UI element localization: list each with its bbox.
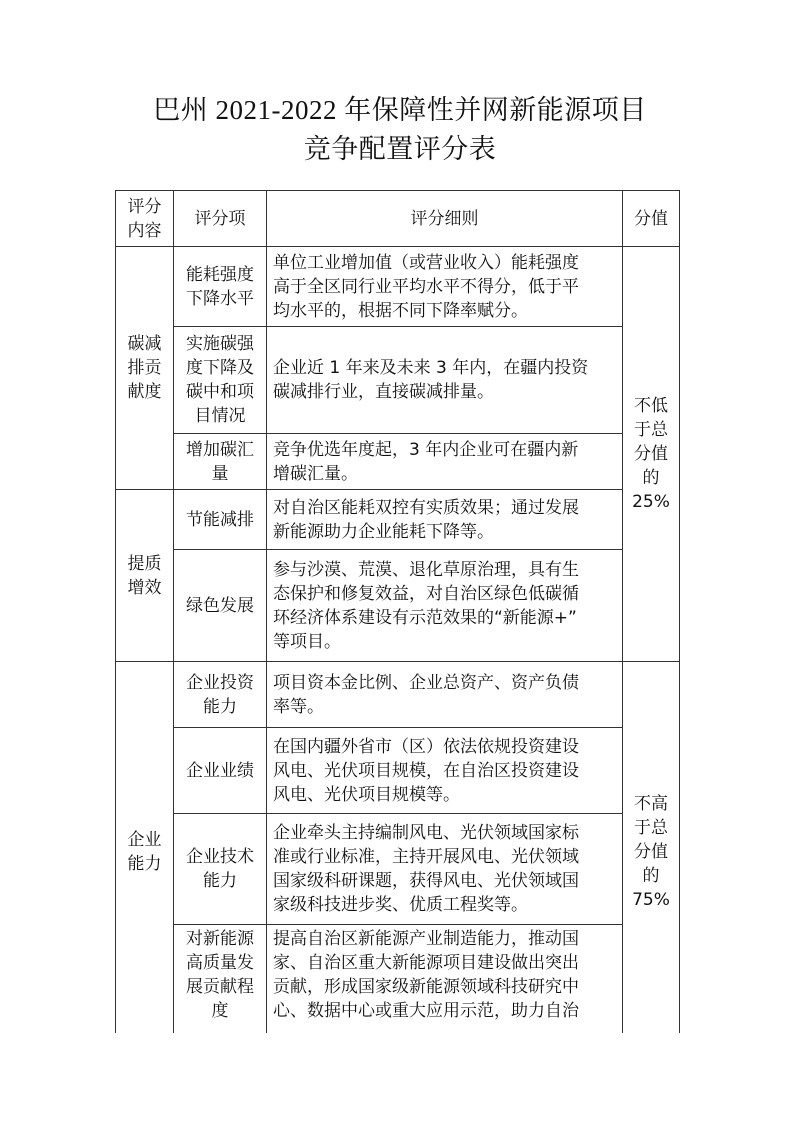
table-row-detail: 企业牵头主持编制风电、光伏领域国家标 准或行业标准，主持开展风电、光伏领域 国家级科研课题，获得风电、光伏领域国 家级科技进步奖、优质工程奖等。 (267, 814, 623, 925)
table-row-item: 能耗强度 下降水平 (174, 247, 267, 327)
table-row-item: 企业投资 能力 (174, 662, 267, 728)
table-row-item: 绿色发展 (174, 550, 267, 662)
table-row-detail: 在国内疆外省市（区）依法依规投资建设 风电、光伏项目规模，在自治区投资建设 风电、光伏项目规模等。 (267, 728, 623, 814)
document-title-line2: 竞争配置评分表 (303, 134, 497, 164)
score-lower: 不高 于总 分值 的 75% (623, 662, 680, 1033)
header-item: 评分项 (174, 191, 267, 247)
table-row-item: 节能减排 (174, 490, 267, 550)
table-row-detail: 竞争优选年度起，3 年内企业可在疆内新 增碳汇量。 (267, 434, 623, 490)
header-detail: 评分细则 (267, 191, 623, 247)
table-row-item: 企业业绩 (174, 728, 267, 814)
group-carbon: 碳减 排贡 献度 (116, 247, 174, 490)
group-capability: 企业 能力 (116, 662, 174, 1033)
header-content: 评分 内容 (116, 191, 174, 247)
table-row-detail: 提高自治区新能源产业制造能力，推动国 家、自治区重大新能源项目建设做出突出 贡献，形成国家级新能源领域科技研究中 心、数据中心或重大应用示范，助力自治 (267, 925, 623, 1033)
table-row-detail: 对自治区能耗双控有实质效果；通过发展 新能源助力企业能耗下降等。 (267, 490, 623, 550)
group-quality: 提质 增效 (116, 490, 174, 662)
table-row-detail: 单位工业增加值（或营业收入）能耗强度 高于全区同行业平均水平不得分，低于平 均水平的，根据不同下降率赋分。 (267, 247, 623, 327)
table-row-item: 实施碳强 度下降及 碳中和项 目情况 (174, 327, 267, 434)
score-upper: 不低 于总 分值 的 25% (623, 247, 680, 662)
table-row-detail: 参与沙漠、荒漠、退化草原治理，具有生 态保护和修复效益，对自治区绿色低碳循 环经济体系建设有示范效果的“新能源+” 等项目。 (267, 550, 623, 662)
document-title-line1: 巴州 2021-2022 年保障性并网新能源项目 (153, 95, 647, 125)
scoring-table (115, 190, 680, 1033)
table-row-item: 对新能源 高质量发 展贡献程 度 (174, 925, 267, 1033)
table-row-detail: 项目资本金比例、企业总资产、资产负债 率等。 (267, 662, 623, 728)
table-row-detail: 企业近 1 年来及未来 3 年内，在疆内投资 碳减排行业，直接碳减排量。 (267, 327, 623, 434)
header-score: 分值 (623, 191, 680, 247)
table-row-item: 增加碳汇 量 (174, 434, 267, 490)
table-row-item: 企业技术 能力 (174, 814, 267, 925)
